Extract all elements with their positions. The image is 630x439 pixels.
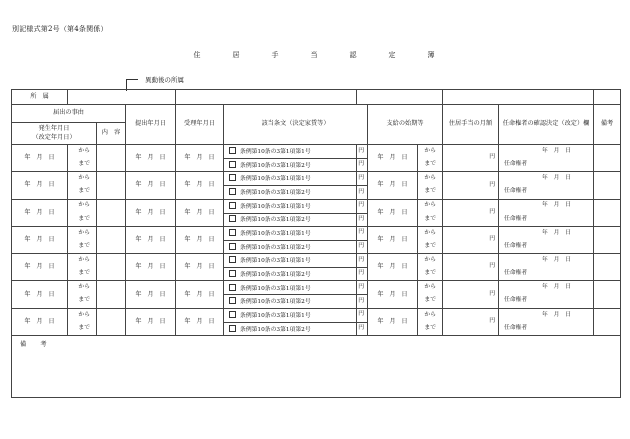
appointer-label: 任命権者 bbox=[499, 159, 594, 172]
content-cell[interactable] bbox=[97, 281, 126, 308]
receipt-date-cell[interactable]: 年 月 日 bbox=[176, 199, 224, 226]
checkbox[interactable] bbox=[229, 174, 236, 181]
clause1-checkbox-cell[interactable] bbox=[224, 145, 357, 159]
from-label: から bbox=[68, 226, 97, 240]
table-row bbox=[12, 254, 621, 268]
checkbox[interactable] bbox=[229, 215, 236, 222]
affiliation-field[interactable] bbox=[176, 90, 357, 105]
header-reason: 届出の事由 bbox=[12, 105, 126, 123]
occurrence-date-cell[interactable]: 年 月 日 bbox=[12, 254, 68, 281]
content-cell[interactable] bbox=[97, 226, 126, 253]
checkbox[interactable] bbox=[229, 325, 236, 332]
content-cell[interactable] bbox=[97, 308, 126, 335]
occurrence-date-cell[interactable]: 年 月 日 bbox=[12, 281, 68, 308]
appointer-label: 任命権者 bbox=[499, 213, 594, 226]
clause1-yen: 円 bbox=[357, 226, 368, 240]
occurrence-date-cell[interactable]: 年 月 日 bbox=[12, 308, 68, 335]
from-label: から bbox=[68, 172, 97, 186]
submission-date-cell[interactable]: 年 月 日 bbox=[126, 281, 176, 308]
title-char: 認 bbox=[349, 51, 359, 59]
clause1-yen: 円 bbox=[357, 199, 368, 213]
clause1-label: 条例第10条の3第1項第1号 bbox=[240, 149, 311, 156]
remarks-cell[interactable] bbox=[594, 254, 621, 281]
clause2-checkbox-cell[interactable] bbox=[224, 268, 357, 281]
payment-start-date[interactable]: 年 月 日 bbox=[368, 281, 418, 308]
checkbox[interactable] bbox=[229, 270, 236, 277]
remarks-cell[interactable] bbox=[594, 145, 621, 172]
table-row bbox=[12, 145, 621, 159]
appointer-date[interactable]: 年 月 日 bbox=[499, 308, 594, 322]
clause2-checkbox-cell[interactable] bbox=[224, 186, 357, 199]
submission-date-cell[interactable]: 年 月 日 bbox=[126, 254, 176, 281]
receipt-date-cell[interactable]: 年 月 日 bbox=[176, 281, 224, 308]
clause2-label: 条例第10条の3第1項第2号 bbox=[240, 217, 311, 224]
form-number: 別記様式第2号（第4条関係） bbox=[12, 25, 108, 33]
receipt-date-cell[interactable]: 年 月 日 bbox=[176, 254, 224, 281]
header-appointer-check: 任命権者の確認決定（改定）欄 bbox=[499, 105, 594, 145]
title-char: 当 bbox=[310, 51, 320, 59]
submission-date-cell[interactable]: 年 月 日 bbox=[126, 226, 176, 253]
checkbox[interactable] bbox=[229, 243, 236, 250]
clause1-checkbox-cell[interactable] bbox=[224, 199, 357, 213]
checkbox[interactable] bbox=[229, 284, 236, 291]
appointer-label: 任命権者 bbox=[499, 268, 594, 281]
from-label: から bbox=[68, 281, 97, 295]
occurrence-date-label: 発生年月日 bbox=[38, 124, 70, 132]
content-cell[interactable] bbox=[97, 199, 126, 226]
remarks-cell[interactable] bbox=[594, 172, 621, 199]
payment-start-date[interactable]: 年 月 日 bbox=[368, 172, 418, 199]
occurrence-date-cell[interactable]: 年 月 日 bbox=[12, 172, 68, 199]
occurrence-date-cell[interactable]: 年 月 日 bbox=[12, 199, 68, 226]
clause2-yen: 円 bbox=[357, 159, 368, 172]
from-label: から bbox=[418, 172, 443, 186]
title-char: 簿 bbox=[427, 51, 437, 59]
appointer-date[interactable]: 年 月 日 bbox=[499, 199, 594, 213]
header-content: 内 容 bbox=[97, 123, 126, 145]
transfer-note-leader bbox=[126, 79, 138, 80]
clause1-checkbox-cell[interactable] bbox=[224, 308, 357, 322]
affiliation-field[interactable] bbox=[357, 90, 443, 105]
until-label: まで bbox=[418, 159, 443, 172]
payment-start-date[interactable]: 年 月 日 bbox=[368, 199, 418, 226]
clause1-checkbox-cell[interactable] bbox=[224, 172, 357, 186]
header-remarks: 備考 bbox=[594, 105, 621, 145]
clause2-label: 条例第10条の3第1項第2号 bbox=[240, 190, 311, 197]
header-monthly-amount: 住居手当の月額 bbox=[443, 105, 499, 145]
clause2-label: 条例第10条の3第1項第2号 bbox=[240, 299, 311, 306]
submission-date-cell[interactable]: 年 月 日 bbox=[126, 308, 176, 335]
clause2-label: 条例第10条の3第1項第2号 bbox=[240, 244, 311, 251]
table-row bbox=[12, 172, 621, 186]
clause1-checkbox-cell[interactable] bbox=[224, 254, 357, 268]
until-label: まで bbox=[418, 240, 443, 253]
remarks-footer[interactable]: 備 考 bbox=[12, 336, 621, 398]
clause2-yen: 円 bbox=[357, 268, 368, 281]
checkbox[interactable] bbox=[229, 147, 236, 154]
payment-start-date[interactable]: 年 月 日 bbox=[368, 226, 418, 253]
from-label: から bbox=[418, 308, 443, 322]
clause1-checkbox-cell[interactable] bbox=[224, 226, 357, 240]
appointer-date[interactable]: 年 月 日 bbox=[499, 226, 594, 240]
checkbox[interactable] bbox=[229, 161, 236, 168]
title-char: 定 bbox=[388, 51, 398, 59]
from-label: から bbox=[418, 199, 443, 213]
receipt-date-cell[interactable]: 年 月 日 bbox=[176, 172, 224, 199]
monthly-amount-cell[interactable]: 円 bbox=[443, 145, 499, 172]
until-label: まで bbox=[418, 322, 443, 335]
until-label: まで bbox=[68, 268, 97, 281]
payment-start-date[interactable]: 年 月 日 bbox=[368, 308, 418, 335]
from-label: から bbox=[68, 308, 97, 322]
appointer-label: 任命権者 bbox=[499, 186, 594, 199]
clause1-label: 条例第10条の3第1項第1号 bbox=[240, 176, 311, 183]
clause1-yen: 円 bbox=[357, 145, 368, 159]
clause1-label: 条例第10条の3第1項第1号 bbox=[240, 312, 311, 319]
transfer-note-label: 異動後の所属 bbox=[145, 76, 184, 84]
header-occurrence-date bbox=[12, 123, 97, 145]
monthly-amount-cell[interactable]: 円 bbox=[443, 199, 499, 226]
from-label: から bbox=[418, 226, 443, 240]
checkbox[interactable] bbox=[229, 256, 236, 263]
until-label: まで bbox=[68, 295, 97, 308]
clause2-checkbox-cell[interactable] bbox=[224, 295, 357, 308]
revised-date-label: （改定年月日） bbox=[32, 134, 76, 141]
checkbox[interactable] bbox=[229, 202, 236, 209]
appointer-date[interactable]: 年 月 日 bbox=[499, 281, 594, 295]
receipt-date-cell[interactable]: 年 月 日 bbox=[176, 145, 224, 172]
monthly-amount-cell[interactable]: 円 bbox=[443, 308, 499, 335]
until-label: まで bbox=[418, 186, 443, 199]
clause1-label: 条例第10条の3第1項第1号 bbox=[240, 230, 311, 237]
affiliation-label: 所 属 bbox=[12, 90, 68, 105]
clause1-yen: 円 bbox=[357, 254, 368, 268]
clause1-yen: 円 bbox=[357, 281, 368, 295]
appointer-label: 任命権者 bbox=[499, 240, 594, 253]
clause2-checkbox-cell[interactable] bbox=[224, 213, 357, 226]
from-label: から bbox=[68, 199, 97, 213]
payment-start-date[interactable]: 年 月 日 bbox=[368, 145, 418, 172]
monthly-amount-cell[interactable]: 円 bbox=[443, 254, 499, 281]
submission-date-cell[interactable]: 年 月 日 bbox=[126, 199, 176, 226]
clause2-label: 条例第10条の3第1項第2号 bbox=[240, 271, 311, 278]
payment-start-date[interactable]: 年 月 日 bbox=[368, 254, 418, 281]
clause2-yen: 円 bbox=[357, 295, 368, 308]
from-label: から bbox=[68, 254, 97, 268]
until-label: まで bbox=[68, 240, 97, 253]
table-row bbox=[12, 281, 621, 295]
until-label: まで bbox=[418, 295, 443, 308]
submission-date-cell[interactable]: 年 月 日 bbox=[126, 172, 176, 199]
checkbox[interactable] bbox=[229, 188, 236, 195]
clause1-label: 条例第10条の3第1項第1号 bbox=[240, 203, 311, 210]
until-label: まで bbox=[68, 322, 97, 335]
checkbox[interactable] bbox=[229, 229, 236, 236]
title-char: 住 bbox=[193, 51, 203, 59]
receipt-date-cell[interactable]: 年 月 日 bbox=[176, 226, 224, 253]
appointer-date[interactable]: 年 月 日 bbox=[499, 254, 594, 268]
remarks-cell[interactable] bbox=[594, 308, 621, 335]
receipt-date-cell[interactable]: 年 月 日 bbox=[176, 308, 224, 335]
allowance-register-table bbox=[11, 89, 621, 398]
appointer-date[interactable]: 年 月 日 bbox=[499, 172, 594, 186]
clause2-yen: 円 bbox=[357, 322, 368, 335]
monthly-amount-cell[interactable]: 円 bbox=[443, 281, 499, 308]
clause2-label: 条例第10条の3第1項第2号 bbox=[240, 162, 311, 169]
page-title bbox=[0, 50, 630, 60]
submission-date-cell[interactable]: 年 月 日 bbox=[126, 145, 176, 172]
occurrence-date-cell[interactable]: 年 月 日 bbox=[12, 226, 68, 253]
appointer-label: 任命権者 bbox=[499, 295, 594, 308]
from-label: から bbox=[418, 281, 443, 295]
clause1-yen: 円 bbox=[357, 172, 368, 186]
until-label: まで bbox=[418, 213, 443, 226]
from-label: から bbox=[418, 145, 443, 159]
content-cell[interactable] bbox=[97, 145, 126, 172]
remarks-cell[interactable] bbox=[594, 199, 621, 226]
clause2-yen: 円 bbox=[357, 213, 368, 226]
remarks-cell[interactable] bbox=[594, 226, 621, 253]
clause1-label: 条例第10条の3第1項第1号 bbox=[240, 285, 311, 292]
from-label: から bbox=[68, 145, 97, 159]
header-receipt-date: 受理年月日 bbox=[176, 105, 224, 145]
until-label: まで bbox=[68, 186, 97, 199]
until-label: まで bbox=[68, 159, 97, 172]
header-payment-period: 支給の始期等 bbox=[368, 105, 443, 145]
title-char: 手 bbox=[271, 51, 281, 59]
table-row bbox=[12, 308, 621, 322]
clause2-checkbox-cell[interactable] bbox=[224, 240, 357, 253]
monthly-amount-cell[interactable]: 円 bbox=[443, 226, 499, 253]
clause2-checkbox-cell[interactable] bbox=[224, 159, 357, 172]
header-clause: 該当条文（決定家賃等） bbox=[224, 105, 368, 145]
clause1-label: 条例第10条の3第1項第1号 bbox=[240, 258, 311, 265]
monthly-amount-cell[interactable]: 円 bbox=[443, 172, 499, 199]
clause1-checkbox-cell[interactable] bbox=[224, 281, 357, 295]
content-cell[interactable] bbox=[97, 172, 126, 199]
table-row bbox=[12, 226, 621, 240]
clause2-label: 条例第10条の3第1項第2号 bbox=[240, 326, 311, 333]
affiliation-field[interactable] bbox=[443, 90, 594, 105]
table-row bbox=[12, 199, 621, 213]
affiliation-field[interactable] bbox=[68, 90, 176, 105]
until-label: まで bbox=[68, 213, 97, 226]
title-char: 居 bbox=[232, 51, 242, 59]
checkbox[interactable] bbox=[229, 297, 236, 304]
until-label: まで bbox=[418, 268, 443, 281]
clause2-yen: 円 bbox=[357, 186, 368, 199]
checkbox[interactable] bbox=[229, 311, 236, 318]
from-label: から bbox=[418, 254, 443, 268]
occurrence-date-cell[interactable]: 年 月 日 bbox=[12, 145, 68, 172]
clause2-checkbox-cell[interactable] bbox=[224, 322, 357, 335]
affiliation-field[interactable] bbox=[594, 90, 621, 105]
appointer-date[interactable]: 年 月 日 bbox=[499, 145, 594, 159]
header-submission-date: 提出年月日 bbox=[126, 105, 176, 145]
clause2-yen: 円 bbox=[357, 240, 368, 253]
content-cell[interactable] bbox=[97, 254, 126, 281]
appointer-label: 任命権者 bbox=[499, 322, 594, 335]
remarks-cell[interactable] bbox=[594, 281, 621, 308]
clause1-yen: 円 bbox=[357, 308, 368, 322]
